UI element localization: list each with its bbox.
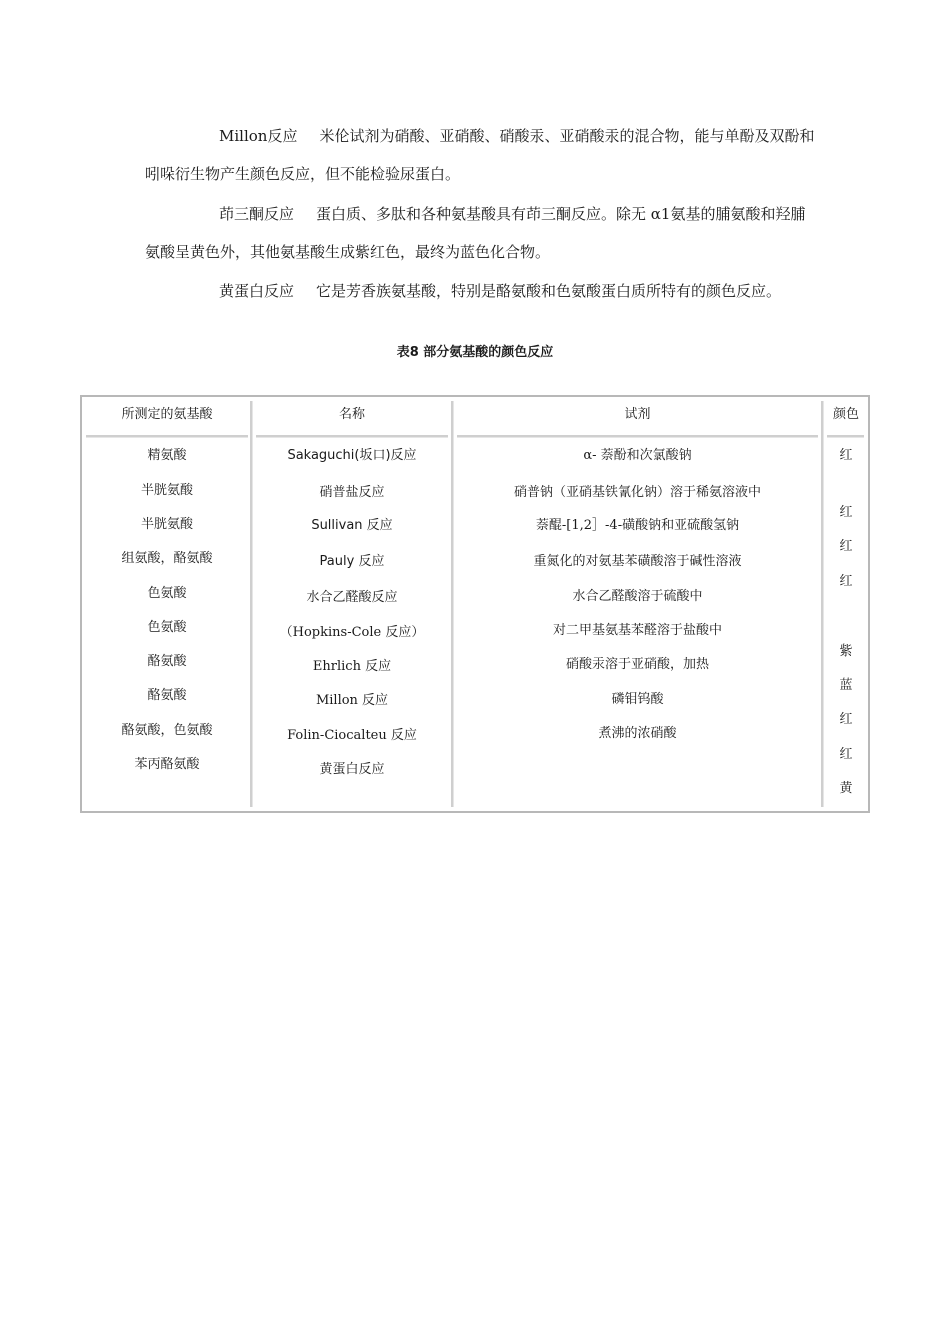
name-cell: 硝普盐反应 bbox=[319, 485, 385, 500]
header-reagent: 试剂 bbox=[624, 407, 651, 422]
name-cell: 黄蛋白反应 bbox=[319, 762, 385, 777]
reagent-cell: 硝普钠（亚硝基铁氰化钠）溶于稀氨溶液中 bbox=[513, 485, 761, 500]
amino-acid-cell: 酪氨酸 bbox=[147, 688, 187, 703]
amino-acid-cell: 苯丙酪氨酸 bbox=[134, 757, 200, 772]
reagent-cell: 重氮化的对氨基苯磺酸溶于碱性溶液 bbox=[533, 554, 742, 569]
amino-acid-cell: 色氨酸 bbox=[147, 620, 187, 635]
header-separator bbox=[256, 435, 448, 438]
amino-acid-cell: 酪氨酸 bbox=[147, 654, 187, 669]
amino-acid-cell: 酪氨酸，色氨酸 bbox=[121, 723, 213, 738]
reagent-cell: 硝酸汞溶于亚硝酸，加热 bbox=[565, 657, 709, 672]
header-color: 颜色 bbox=[832, 407, 859, 422]
color-cell: 蓝 bbox=[839, 678, 853, 693]
name-cell: Pauly 反应 bbox=[319, 554, 385, 569]
amino-acid-color-table bbox=[80, 395, 870, 813]
color-cell: 红 bbox=[839, 448, 853, 463]
paragraph-text: 蛋白质、多肽和各种氨基酸具有茚三酮反应。除无 α1氨基的脯氨酸和羟脯氨酸呈黄色外，其他氨基酸生成紫红色，最终为蓝色化合物。 bbox=[145, 205, 806, 261]
paragraph-text: 米伦试剂为硝酸、亚硝酸、硝酸汞、亚硝酸汞的混合物，能与单酚及双酚和吲哚衍生物产生颜色反应，但不能检验尿蛋白。 bbox=[145, 127, 815, 183]
paragraph-text: 它是芳香族氨基酸，特别是酪氨酸和色氨酸蛋白质所特有的颜色反应。 bbox=[316, 282, 782, 300]
amino-acid-cell: 半胱氨酸 bbox=[140, 517, 193, 532]
paragraph-term: 黄蛋白反应 bbox=[219, 282, 295, 300]
reagent-cell: 煮沸的浓硝酸 bbox=[598, 726, 677, 741]
color-cell: 紫 bbox=[839, 644, 853, 659]
header-name: 名称 bbox=[338, 407, 365, 422]
paragraph-ninhydrin bbox=[145, 195, 815, 271]
color-cell: 红 bbox=[839, 539, 853, 554]
color-cell: 黄 bbox=[839, 781, 853, 796]
reagent-cell: 水合乙醛酸溶于硫酸中 bbox=[572, 589, 703, 604]
color-cell: 红 bbox=[839, 574, 853, 589]
name-cell: （Hopkins-Cole 反应） bbox=[279, 625, 425, 640]
name-cell: Millon 反应 bbox=[315, 693, 389, 708]
color-cell: 红 bbox=[839, 747, 853, 762]
name-cell: 水合乙醛酸反应 bbox=[306, 590, 398, 605]
name-cell: Sullivan 反应 bbox=[311, 518, 393, 533]
color-cell: 红 bbox=[839, 712, 853, 727]
reagent-cell: 磷钼钨酸 bbox=[611, 692, 664, 707]
color-cell: 红 bbox=[839, 505, 853, 520]
paragraph-term: 茚三酮反应 bbox=[219, 205, 295, 223]
reagent-cell: 萘醌-[1,2］-4-磺酸钠和亚硫酸氢钠 bbox=[535, 518, 740, 533]
name-cell: Sakaguchi(坂口)反应 bbox=[287, 448, 417, 463]
header-separator bbox=[457, 435, 818, 438]
amino-acid-cell: 精氨酸 bbox=[147, 448, 187, 463]
header-separator bbox=[86, 435, 248, 438]
name-cell: Folin-Ciocalteu 反应 bbox=[287, 728, 417, 743]
amino-acid-cell: 色氨酸 bbox=[147, 586, 187, 601]
paragraph-millon bbox=[145, 117, 815, 193]
header-amino-acid: 所测定的氨基酸 bbox=[121, 407, 213, 422]
table-caption: 表8 部分氨基酸的颜色反应 bbox=[396, 345, 554, 360]
paragraph-xanthoprotein bbox=[145, 272, 815, 310]
name-cell: Ehrlich 反应 bbox=[312, 659, 392, 674]
reagent-cell: 对二甲基氨基苯醛溶于盐酸中 bbox=[552, 623, 722, 638]
header-separator bbox=[827, 435, 864, 438]
reagent-cell: α- 萘酚和次氯酸钠 bbox=[583, 448, 692, 463]
amino-acid-cell: 半胱氨酸 bbox=[140, 483, 193, 498]
amino-acid-cell: 组氨酸，酪氨酸 bbox=[121, 551, 213, 566]
paragraph-term: Millon反应 bbox=[219, 127, 298, 145]
